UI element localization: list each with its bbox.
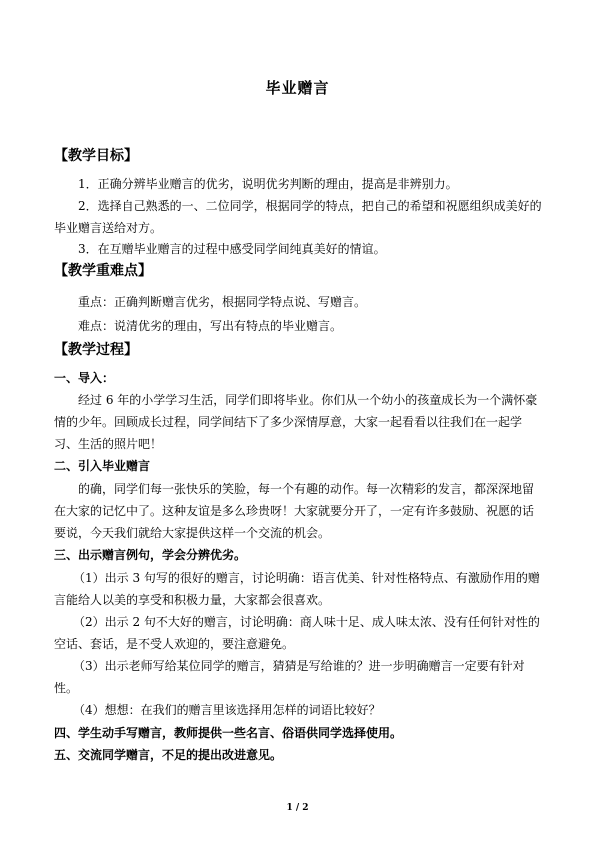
paragraph-line: （2）出示 2 句不大好的赠言，讨论明确：商人味十足、成人味太浓、没有任何针对性的 <box>73 615 540 629</box>
paragraph-line: 习、生活的照片吧！ <box>54 437 163 451</box>
paragraph-line: 在大家的记忆中了。这种友谊是多么珍贵呀！大家就要分开了，一定有许多鼓励、祝愿的话 <box>54 504 535 518</box>
goal-item-continued: 毕业赠言送给对方。 <box>54 221 163 235</box>
paragraph-line: 空话、套话，是不受人欢迎的，要注意避免。 <box>54 637 295 651</box>
page-title: 毕业赠言 <box>265 79 330 97</box>
key-point-item: 难点：说清优劣的理由，写出有特点的毕业赠言。 <box>78 319 343 333</box>
page-number: 1 / 2 <box>286 803 309 813</box>
key-point-item: 重点：正确判断赠言优劣，根据同学特点说、写赠言。 <box>78 295 367 309</box>
section-header-goals: 【教学目标】 <box>54 148 138 164</box>
paragraph-line: （4）想想：在我们的赠言里该选择用怎样的词语比较好？ <box>73 703 381 717</box>
step-heading-introduce <box>54 458 150 476</box>
goal-item: 3．在互赠毕业赠言的过程中感受同学间纯真美好的情谊。 <box>78 242 386 256</box>
goal-item: 1．正确分辨毕业赠言的优劣，说明优劣判断的理由，提高是非辨别力。 <box>78 177 458 191</box>
paragraph-line: 要说，今天我们就给大家提供这样一个交流的机会。 <box>54 526 331 540</box>
paragraph-line: 的确，同学们每一张快乐的笑脸，每一个有趣的动作。每一次精彩的发言，都深深地留 <box>78 482 535 496</box>
paragraph-line: 性。 <box>54 681 79 695</box>
step-heading-write: 四、学生动手写赠言，教师提供一些名言、俗语供同学选择使用。 <box>54 726 403 740</box>
step-heading-intro: 一、导入： <box>54 371 115 385</box>
section-header-process: 【教学过程】 <box>54 342 138 358</box>
paragraph-line: （3）出示老师写给某位同学的赠言，猜猜是写给谁的？进一步明确赠言一定要有针对 <box>73 659 525 673</box>
paragraph-line: 情的少年。回顾成长过程，同学间结下了多少深情厚意，大家一起看看以往我们在一起学 <box>54 415 523 429</box>
goal-item: 2．选择自己熟悉的一、二位同学，根据同学的特点，把自己的希望和祝愿组织成美好的 <box>78 199 542 213</box>
step-heading-prefix: 二、引入 <box>54 459 103 473</box>
paragraph-line: 言能给人以美的享受和积极力量，大家都会很喜欢。 <box>54 593 331 607</box>
step-heading-topic: 毕业赠言 <box>102 459 151 473</box>
paragraph-line: （1）出示 3 句写的很好的赠言，讨论明确：语言优美、针对性格特点、有激励作用的赠 <box>73 571 540 585</box>
step-heading-exchange: 五、交流同学赠言，不足的提出改进意见。 <box>54 748 283 762</box>
paragraph-line: 经过 6 年的小学学习生活，同学们即将毕业。你们从一个幼小的孩童成长为一个满怀豪 <box>78 393 538 407</box>
step-heading-examples: 三、出示赠言例句，学会分辨优劣。 <box>54 548 247 562</box>
section-header-key-points: 【教学重难点】 <box>54 263 152 279</box>
